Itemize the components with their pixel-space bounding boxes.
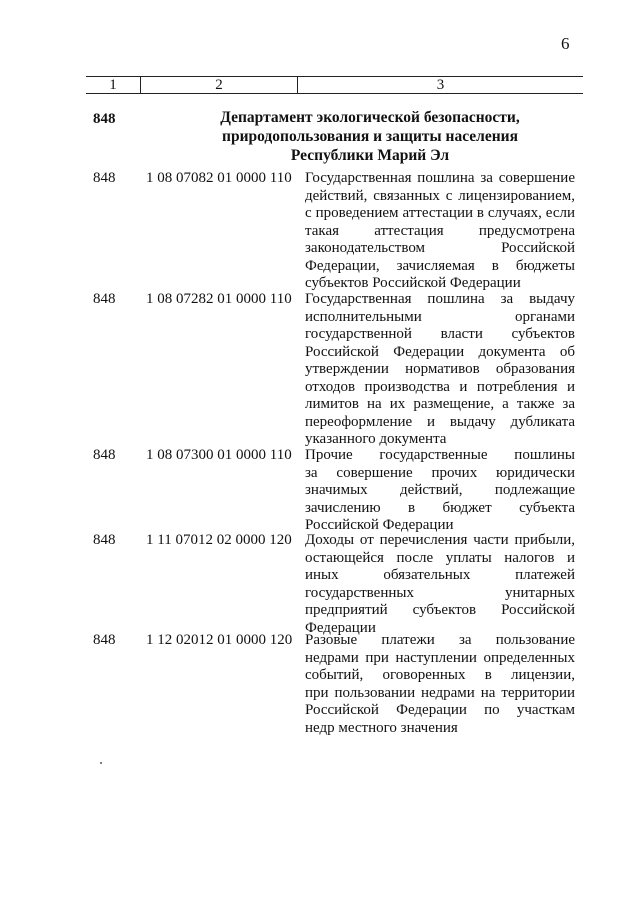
header-col-1: 1 (109, 77, 117, 93)
description-line: государственных унитарных (305, 584, 575, 601)
revenue-description (305, 632, 575, 737)
description-line: Федерации, зачисляемая в бюджеты (305, 257, 575, 274)
description-line: событий, оговоренных в лицензии, (305, 667, 575, 683)
budget-code: 1 08 07300 01 0000 110 (146, 447, 292, 463)
admin-code: 848 (93, 170, 116, 186)
description-line: Прочие государственные пошлины (305, 447, 575, 463)
description-line: отходов производства и потребления и (305, 378, 575, 395)
description-line: указанного документа (305, 431, 447, 447)
description-line: недрами при наступлении определенных (305, 649, 575, 666)
admin-code: 848 (93, 632, 116, 648)
description-line: утверждении нормативов образования (305, 361, 575, 377)
description-line: недр местного значения (305, 719, 458, 736)
page-number: 6 (561, 34, 570, 53)
description-line: значимых действий, подлежащие (305, 482, 575, 498)
description-line: при пользовании недрами на территории (305, 684, 575, 701)
description-line: исполнительными органами (305, 308, 575, 325)
header-col-3: 3 (436, 77, 445, 93)
budget-code: 1 11 07012 02 0000 120 (146, 532, 292, 548)
description-line: такая аттестация предусмотрена (305, 222, 575, 239)
description-line: зачислению в бюджет субъекта (305, 499, 575, 516)
scan-speck (100, 762, 102, 764)
description-line: Разовые платежи за пользование (305, 632, 575, 648)
budget-code: 1 08 07082 01 0000 110 (146, 170, 292, 186)
department-title-line: природопользования и защиты населения (222, 128, 518, 145)
description-line: законодательством Российской (305, 240, 575, 256)
description-line: за совершение прочих юридически (305, 464, 575, 481)
description-line: Российской Федерации документа об (305, 343, 575, 360)
description-line: Российской Федерации (305, 517, 454, 533)
admin-code: 848 (93, 291, 116, 307)
description-line: Доходы от перечисления части прибыли, (305, 532, 575, 548)
admin-code: 848 (93, 447, 116, 463)
description-line: остающейся после уплаты налогов и (305, 549, 575, 566)
description-line: государственной власти субъектов (305, 326, 575, 342)
description-line: иных обязательных платежей (305, 567, 575, 583)
description-line: Государственная пошлина за выдачу (305, 291, 575, 307)
revenue-description (305, 170, 575, 293)
department-title-line: Республики Марий Эл (290, 147, 450, 164)
budget-code: 1 12 02012 01 0000 120 (146, 632, 293, 648)
department-title (180, 108, 560, 165)
description-line: Российской Федерации по участкам (305, 702, 575, 718)
revenue-description (305, 291, 575, 449)
description-line: переоформление и выдачу дубликата (305, 413, 575, 430)
header-bottom-rule (86, 93, 583, 94)
header-col-2: 2 (215, 77, 223, 93)
department-title-line: Департамент экологической безопасности, (220, 109, 520, 126)
description-line: предприятий субъектов Российской (305, 602, 575, 618)
department-code: 848 (93, 111, 116, 127)
description-line: действий, связанных с лицензированием, (305, 187, 575, 204)
budget-code: 1 08 07282 01 0000 110 (146, 291, 292, 307)
description-line: субъектов Российской Федерации (305, 275, 521, 291)
revenue-description (305, 447, 575, 535)
description-line: лимитов на их размещение, а также за (305, 396, 575, 412)
description-line: Государственная пошлина за совершение (305, 170, 575, 186)
description-line: Федерации (305, 619, 376, 636)
description-line: с проведением аттестации в случаях, если (305, 205, 575, 221)
revenue-description (305, 532, 575, 637)
admin-code: 848 (93, 532, 116, 548)
